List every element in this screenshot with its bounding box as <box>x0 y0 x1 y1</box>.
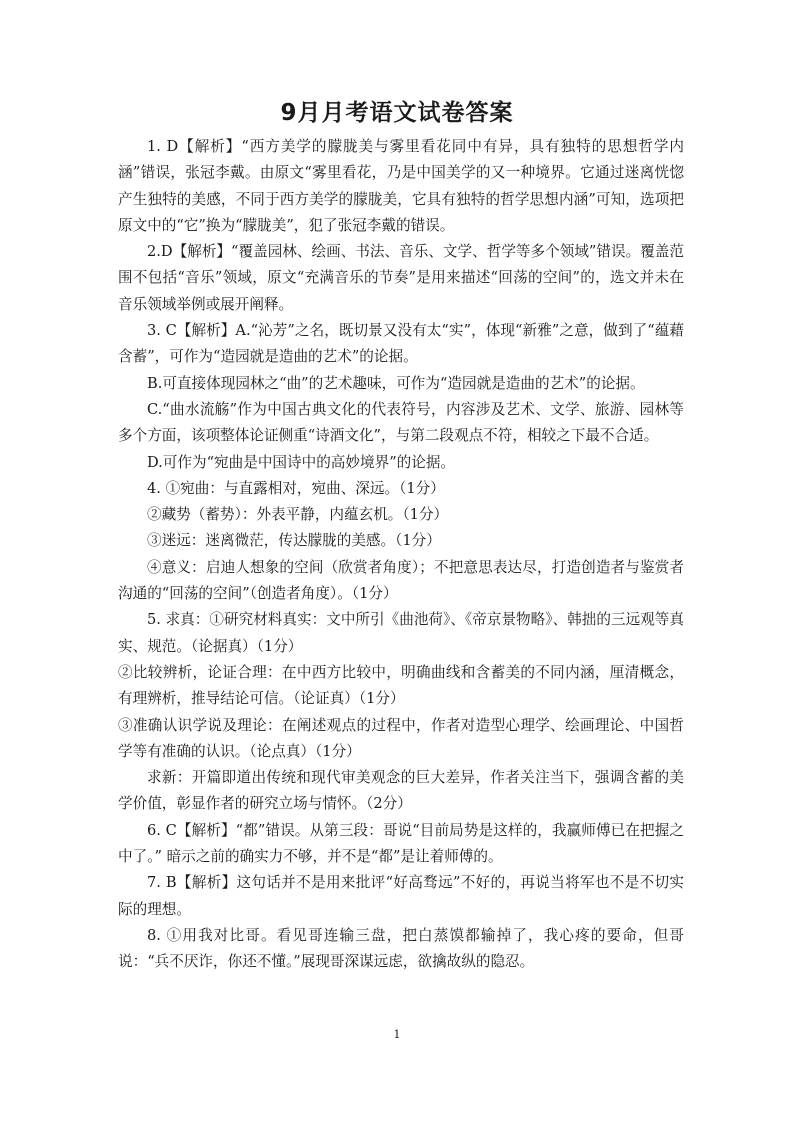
answer-paragraph: 3. C【解析】A.“沁芳”之名，既切景又没有太“实”，体现“新雅”之意，做到了“蕴藉含蓄”，可作为“造园就是造曲的艺术”的论据。 <box>118 322 684 366</box>
answer-paragraph: C.“曲水流觞”作为中国古典文化的代表符号，内容涉及艺术、文学、旅游、园林等多个方面，该项整体论证侧重“诗酒文化”，与第二段观点不符，相较之下最不合适。 <box>118 400 684 445</box>
answer-paragraph: 8. ①用我对比哥。看见哥连输三盘，把白蒸馍都输掉了，我心疼的要命，但哥说：“兵不厌诈，你还不懂。”展现哥深谋远虑，欲擒故纵的隐忍。 <box>118 926 684 971</box>
answer-body <box>118 134 684 976</box>
answer-paragraph: 5. 求真：①研究材料真实：文中所引《曲池荷》、《帝京景物略》、韩拙的三远观等真实、规范。（论据真）（1分） <box>118 611 684 655</box>
answer-paragraph: D.可作为“宛曲是中国诗中的高妙境界”的论据。 <box>147 453 456 471</box>
answer-paragraph: ④意义：启迪人想象的空间（欣赏者角度）；不把意思表达尽，打造创造者与鉴赏者沟通的“回荡的空间”（创造者角度）。（1分） <box>118 558 684 603</box>
page-number: 1 <box>393 1028 401 1041</box>
answer-paragraph: 求新：开篇即道出传统和现代审美观念的巨大差异，作者关注当下，强调含蓄的美学价值，彰显作者的研究立场与情怀。（2分） <box>118 769 684 813</box>
answer-paragraph: ②比较辨析，论证合理：在中西方比较中，明确曲线和含蓄美的不同内涵，厘清概念，有理辨析，推导结论可信。（论证真）（1分） <box>118 663 684 708</box>
answer-paragraph: 4. ①宛曲：与直露相对，宛曲、深远。（1分） <box>147 479 445 497</box>
answer-paragraph: 1. D【解析】“西方美学的朦胧美与雾里看花同中有异，具有独特的思想哲学内涵”错误，张冠李戴。由原文“雾里看花，乃是中国美学的又一种境界。它通过迷离恍惚产生独特的美感，不同于西方美学的朦胧美，它具有独特的哲学思想内涵”可知，选项把原文中的“它”换为“朦胧美”，犯了张冠李戴的错误。 <box>118 138 684 234</box>
answer-paragraph: 7. B【解析】这句话并不是用来批评“好高骛远”不好的，再说当将军也不是不切实际的理想。 <box>118 874 684 918</box>
answer-paragraph: B.可直接体现园林之“曲”的艺术趣味，可作为“造园就是造曲的艺术”的论据。 <box>147 374 645 392</box>
answer-paragraph: 6. C【解析】“都”错误。从第三段：哥说“目前局势是这样的，我赢师傅已在把握之中了。” 暗示之前的确实力不够，并不是“都”是让着师傅的。 <box>118 821 684 866</box>
answer-paragraph: ③准确认识学说及理论：在阐述观点的过程中，作者对造型心理学、绘画理论、中国哲学等有准确的认识。（论点真）（1分） <box>118 716 684 760</box>
document-title: 9月月考语文试卷答案 <box>280 100 514 126</box>
answer-paragraph: ②藏势（蓄势）：外表平静，内蕴玄机。（1分） <box>147 506 449 524</box>
answer-paragraph: 2.D【解析】“覆盖园林、绘画、书法、音乐、文学、哲学等多个领域”错误。覆盖范围不包括“音乐”领域，原文“充满音乐的节奏”是用来描述“回荡的空间”的，选文并未在音乐领域举例或展开阐释。 <box>118 243 684 313</box>
answer-paragraph: ③迷远：迷离微茫，传达朦胧的美感。（1分） <box>147 532 441 550</box>
